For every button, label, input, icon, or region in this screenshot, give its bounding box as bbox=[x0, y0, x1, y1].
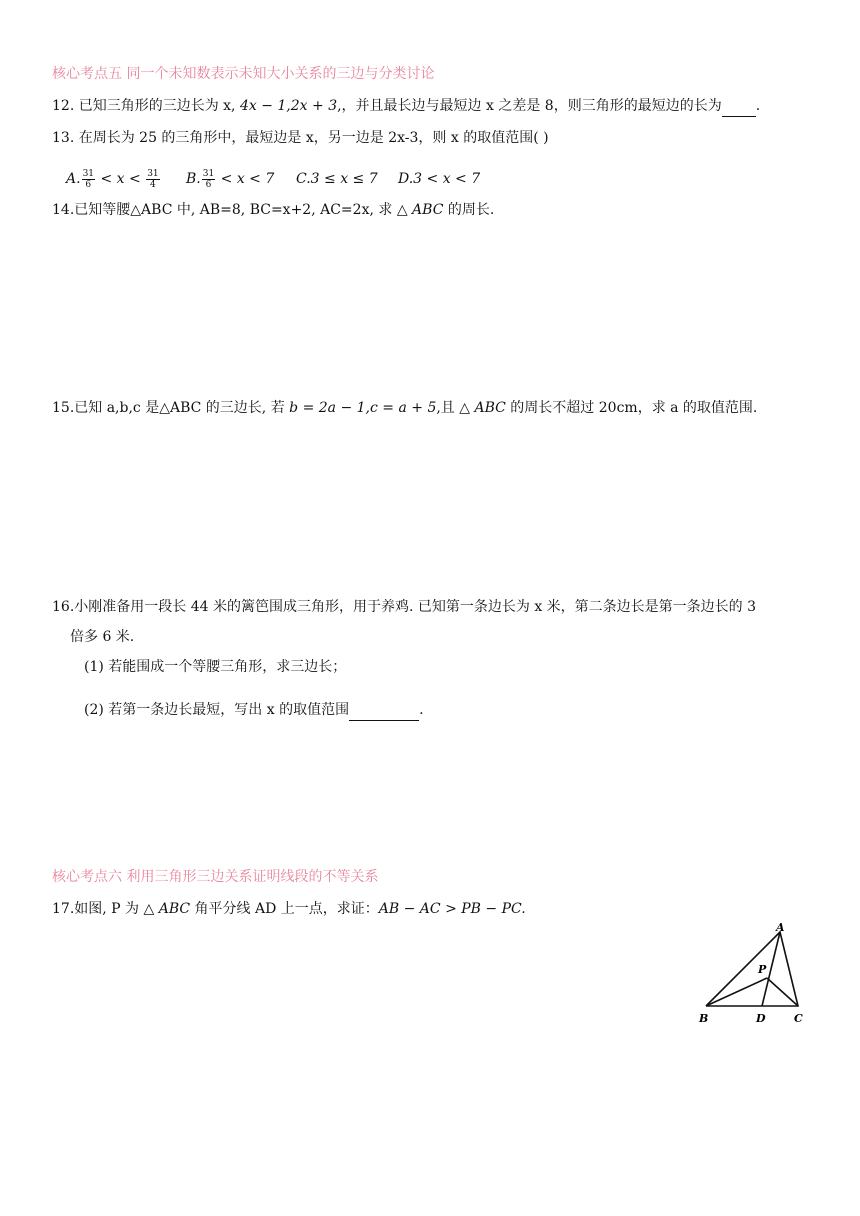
q17-prefix: 17.如图, P 为 bbox=[52, 901, 144, 917]
frac-numerator: 31 bbox=[202, 168, 215, 179]
q13-option-a-label: A. bbox=[66, 171, 81, 187]
section-heading-6: 核心考点六 利用三角形三边关系证明线段的不等关系 bbox=[52, 869, 379, 885]
q12-suffix: ,，并且最长边与最短边 x 之差是 8，则三角形的最短边的长为 bbox=[337, 98, 722, 114]
q17-mid: 角平分线 AD 上一点，求证： bbox=[190, 901, 379, 917]
triangle-figure bbox=[690, 918, 816, 1030]
q13-option-c[interactable]: C.3 ≤ x ≤ 7 bbox=[296, 171, 378, 187]
triangle-abc bbox=[706, 932, 798, 1006]
question-14 bbox=[52, 200, 494, 220]
question-16-line1: 16.小刚准备用一段长 44 米的篱笆围成三角形，用于养鸡. 已知第一条边长为 x 米，第二条边长是第一条边长的 3 bbox=[52, 599, 757, 615]
q13-option-b-frac bbox=[202, 169, 215, 190]
q15-suffix: 的周长不超过 20cm，求 a 的取值范围. bbox=[505, 400, 758, 416]
q13-option-b[interactable] bbox=[186, 168, 274, 190]
q13-option-b-label: B. bbox=[186, 171, 201, 187]
question-16-part1: (1) 若能围成一个等腰三角形，求三边长； bbox=[84, 659, 347, 675]
q17-math2: AB − AC > PB − PC. bbox=[378, 901, 526, 917]
q13-option-a-frac1 bbox=[82, 169, 95, 190]
q15-mid: ,且 bbox=[436, 400, 460, 416]
q13-option-a-frac2 bbox=[146, 169, 159, 190]
question-17 bbox=[52, 899, 526, 919]
q17-math: △ ABC bbox=[143, 901, 191, 917]
q16-part2-prefix: (2) 若第一条边长最短，写出 x 的取值范围 bbox=[84, 702, 350, 718]
q14-suffix: 的周长. bbox=[443, 202, 495, 218]
question-16-part2 bbox=[84, 700, 424, 721]
q16-part2-end: . bbox=[419, 702, 424, 718]
q14-math: △ ABC bbox=[396, 202, 444, 218]
section-heading-5: 核心考点五 同一个未知数表示未知大小关系的三边与分类讨论 bbox=[52, 66, 435, 82]
label-b: B bbox=[699, 1012, 709, 1025]
label-c: C bbox=[794, 1012, 803, 1025]
q15-math: b = 2a − 1,c = a + 5 bbox=[289, 400, 437, 416]
q15-prefix: 15.已知 a,b,c 是△ABC 的三边长, 若 bbox=[52, 400, 290, 416]
segment-pc bbox=[767, 978, 798, 1006]
q13-option-a-mid: < x < bbox=[96, 171, 146, 187]
frac-denominator: 6 bbox=[205, 179, 212, 190]
label-p: P bbox=[758, 963, 767, 976]
q14-prefix: 14.已知等腰△ABC 中, AB=8, BC=x+2, AC=2x, 求 bbox=[52, 202, 397, 218]
question-12 bbox=[52, 96, 760, 117]
frac-numerator: 31 bbox=[147, 168, 159, 179]
q12-end: . bbox=[755, 98, 761, 114]
segment-pb bbox=[706, 978, 767, 1006]
q15-math2: △ ABC bbox=[459, 400, 506, 416]
q12-prefix: 12. 已知三角形的三边长为 x, bbox=[52, 98, 240, 114]
q13-option-a[interactable] bbox=[66, 168, 161, 190]
question-15 bbox=[52, 398, 757, 418]
frac-denominator: 6 bbox=[85, 179, 92, 190]
label-d: D bbox=[756, 1012, 766, 1025]
q16-answer-blank[interactable] bbox=[349, 700, 419, 721]
label-a: A bbox=[776, 921, 785, 934]
q12-answer-blank[interactable] bbox=[722, 96, 756, 117]
q12-math: 4x − 1,2x + 3 bbox=[239, 98, 338, 114]
frac-numerator: 31 bbox=[82, 168, 95, 179]
question-13: 13. 在周长为 25 的三角形中，最短边是 x，另一边是 2x-3，则 x 的取值范围( ) bbox=[52, 130, 549, 146]
frac-denominator: 4 bbox=[150, 179, 156, 190]
q13-option-b-rest: < x < 7 bbox=[216, 171, 275, 187]
q13-option-d[interactable]: D.3 < x < 7 bbox=[398, 171, 481, 187]
question-16-line2: 倍多 6 米. bbox=[70, 629, 135, 645]
